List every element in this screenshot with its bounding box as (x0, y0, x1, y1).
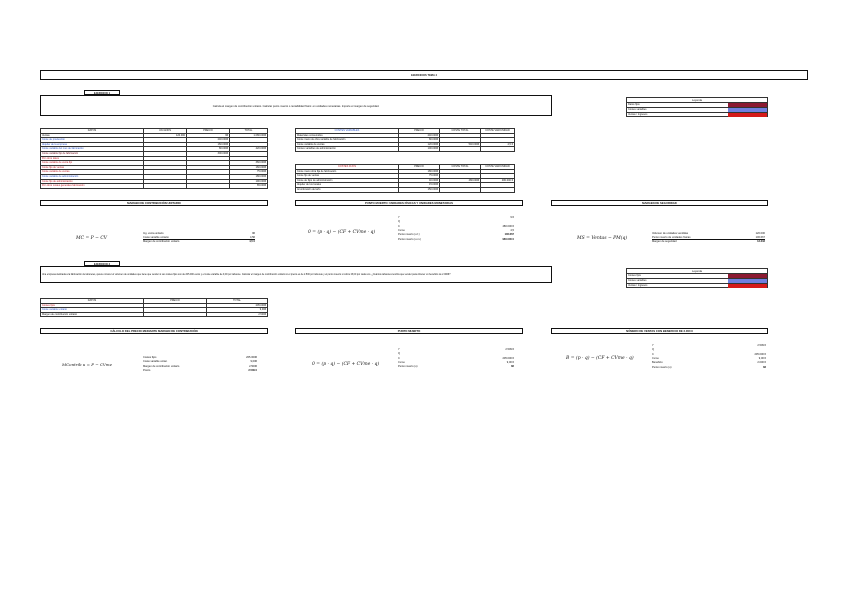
value-label: Q (652, 348, 655, 352)
table-cell: 120.000€ (399, 142, 440, 147)
value-label: Y (398, 216, 400, 219)
ms-value: 120.000 (755, 232, 765, 235)
ms-label: Punto muerto de unidades físicas (652, 236, 765, 240)
pm-formula: 0 = (p · q) − (CF + CVme · q) (308, 230, 376, 235)
legend-item: Ventas / Ingresos (628, 113, 648, 116)
section-header: MARGEN DE CONTRIBUCIÓN UNITARIO (40, 200, 268, 206)
legend-item: Ventas / Ingresos (628, 284, 648, 287)
value-amount: 480.000 € (502, 224, 514, 228)
value-amount: 205.000€ (246, 356, 257, 359)
table-cell: Por otros datos (41, 156, 144, 161)
value-amount: 205.000 € (502, 356, 514, 360)
table-row (296, 147, 515, 152)
legend-heading: Leyenda (692, 98, 702, 102)
value-label: Q (398, 352, 401, 356)
table-cell: 240.000€ (187, 138, 230, 143)
table-cell: Margen de contribución unitario (41, 312, 144, 317)
table-cell: 65.000€ (230, 184, 268, 189)
value-amount: 2.509 € (757, 344, 766, 347)
table-cell: Coste variable de administración (41, 174, 144, 179)
ej1-legend (626, 97, 768, 117)
value-label: Punto muerto (u) (652, 365, 672, 369)
table-cell: 15.000€ (399, 183, 440, 188)
value-label: Q (398, 220, 401, 224)
value-amount: 2.000 € (757, 361, 766, 365)
table-cell: 80.000€ (187, 147, 230, 152)
title-bar (40, 70, 808, 80)
table-cell: Costes variables de administración (296, 147, 399, 152)
mc-label: Margen de contribución unitario (143, 240, 180, 243)
value-label: Costes fijos (143, 356, 157, 359)
value-label: Punto muerto (u.f.) (398, 233, 420, 237)
table-cell (481, 147, 515, 152)
table-cell: 420.000€ (230, 147, 268, 152)
table-cell: 205.000€ (207, 303, 268, 308)
table-cell: 240.000€ (399, 133, 440, 138)
table-row (296, 187, 515, 192)
value-amount: 4,5 (510, 228, 514, 232)
ms-value: 106.667 (755, 236, 765, 239)
table-cell: 480.000€ (440, 178, 481, 183)
table-header: TOTAL (230, 129, 268, 134)
table-cell (481, 187, 515, 192)
value-label: Beneficio (652, 361, 663, 365)
table-cell: 120.000 (144, 133, 187, 138)
table-cell: Coste fijo de administración (41, 179, 144, 184)
table-header: COSTES FIJOS (296, 165, 399, 170)
value-amount: 83 (763, 365, 766, 369)
table-row (41, 184, 268, 189)
table-cell: 4,5 € (481, 142, 515, 147)
table-cell: 40.000€ (399, 178, 440, 183)
mc-value: 4,5€ (249, 236, 255, 239)
mc-label: Coste variable unitario (143, 236, 255, 240)
value-amount: 9,00 € (506, 360, 514, 364)
table-cell: 480.000 € (481, 178, 515, 183)
table-cell: Coste de fijos de administración (296, 178, 399, 183)
value-amount: 960.000 € (502, 237, 514, 241)
table-header: PRECIO (144, 299, 207, 304)
section-header: PUNTO MUERTO: UNIDADES FÍSICAS Y UNIDADES MONETARIAS (295, 200, 523, 206)
table-header: COSTE TOTAL (440, 165, 481, 170)
table-cell: Alquiler de los locales (296, 183, 399, 188)
ej1-statement: Calcula el margen de contribución unitario. Calcular punto muerto o rentabilidad físico: en unidades monetarias. Importe el margen de seguridad. (212, 105, 380, 108)
value-amount: 2.509 € (248, 368, 257, 372)
table-header: COSTE TOTAL (440, 129, 481, 134)
table-cell (440, 147, 481, 152)
price-formula: MContrib u = P − CVme (62, 362, 112, 367)
table-header: COSTE VAR/UNIDAD (481, 165, 515, 170)
table-cell: 9,00€ (207, 308, 268, 313)
pm2-formula: 0 = (p · q) − (CF + CVme · q) (312, 362, 380, 367)
table-cell (440, 187, 481, 192)
table-cell: Ventas (41, 133, 144, 138)
value-amount: 106.667 (504, 233, 514, 237)
table-cell (144, 184, 187, 189)
table-cell: Coste variable fijo de fabricación (41, 151, 144, 156)
value-amount: 9,00€ (250, 360, 257, 364)
value-label: Cvme (398, 360, 405, 364)
table-cell: 2.500€ (207, 312, 268, 317)
value-label: Cvme (652, 356, 659, 360)
legend-item: Datos fijos (628, 103, 640, 106)
table-cell: 160.000€ (230, 165, 268, 170)
ej2-label: EJERCICIO 2 (93, 263, 111, 266)
section-header: PUNTO MUERTO (295, 328, 523, 334)
ej2-statement: Una empresa dedicada a la fabricación de taburetes, quiere conocer el volumen de unidades que tiene que vender si sus costes fijos son de 205.000 euros y el coste variable de 9,00 por taburete. Calcular el margen de contribución unitario si el precio es de 2.500 por taburete y el punto muerto si cobra 15,00 por cada uno. ¿Cuántos taburetes tendría que vender para obtener un beneficio de 2.000€? (42, 274, 451, 276)
table-cell: Coste fijo de ventas (41, 165, 144, 170)
value-label: Punto muerto (u) (398, 365, 418, 369)
table-cell: 1.080.000€ (230, 133, 268, 138)
table-header: PRECIO (399, 129, 440, 134)
ej2-legend (626, 268, 768, 288)
value-label: C (398, 224, 400, 228)
ej1-cf-table (295, 164, 515, 193)
ej1-label: EJERCICIO 1 (93, 92, 111, 95)
ms-result: 13.333 (757, 240, 765, 243)
table-header: DATOS (41, 129, 144, 134)
table-cell: 100.000€ (399, 147, 440, 152)
ej2-data-table (40, 298, 268, 317)
table-header: PRECIO (399, 165, 440, 170)
table-cell: Coste variable de venta fijo (41, 161, 144, 166)
table-row (41, 312, 268, 317)
value-label: Y (398, 348, 400, 351)
ms-label: Volumen de unidades vendidas (652, 232, 689, 235)
table-cell: 75.000€ (399, 174, 440, 179)
value-label: Y (652, 344, 654, 347)
table-header: COSTES VARIABLES (296, 129, 399, 134)
value-amount: 9,00 € (758, 356, 766, 360)
ej2-statement-box (40, 266, 552, 283)
table-cell: 190.000€ (230, 179, 268, 184)
table-cell: Materiales consumidos (296, 133, 399, 138)
table-cell: Coste fijo de ventas (296, 174, 399, 179)
value-amount: 9 € (510, 216, 514, 219)
table-cell: 150.000€ (399, 187, 440, 192)
table-cell: Costes fijos (41, 303, 144, 308)
table-cell: 180.000€ (399, 169, 440, 174)
page-title: EJERCICIOS TEMA 4 (411, 74, 437, 77)
table-cell: 75.000€ (230, 170, 268, 175)
ej1-data-table (40, 128, 268, 189)
value-label: Punto muerto (u.m.) (398, 237, 422, 241)
value-label: Coste variable unitar. (143, 360, 168, 364)
section-header: CÁLCULO DEL PRECIO MEDIANTE MARGEN DE CONTRIBUCIÓN (40, 328, 268, 334)
table-cell: Coste variable de ventas (296, 142, 399, 147)
table-cell: Coste mano de obra variable de fabricación (296, 138, 399, 143)
value-amount: 2.500€ (249, 364, 257, 368)
ej1-cv-table (295, 128, 515, 152)
ms-label: Margen de seguridad (652, 240, 677, 243)
table-cell: 540.000€ (440, 142, 481, 147)
value-label: Cvme (398, 228, 405, 232)
legend-heading: Leyenda (692, 269, 702, 273)
value-label: C (398, 356, 400, 360)
mc-label: Ing. venta unitario (143, 232, 164, 235)
legend-item: Costes variables (628, 279, 647, 282)
table-cell (187, 184, 230, 189)
table-header: DATOS (41, 299, 144, 304)
table-header: TOTAL (207, 299, 268, 304)
table-cell (144, 312, 207, 317)
value-label: C (652, 352, 654, 356)
table-header: PRECIO (187, 129, 230, 134)
legend-item: Costes variables (628, 108, 647, 111)
table-cell: Coste variable de ventas (41, 170, 144, 175)
table-cell: 360.000€ (230, 161, 268, 166)
table-cell: 160.000€ (187, 142, 230, 147)
mc-result: 4,5 € (249, 240, 255, 243)
table-cell: Alquiler de la empresa (41, 142, 144, 147)
ms-formula: MS = Ventas − PM(q) (577, 236, 628, 241)
section-header: NÚMERO DE VENTAS CON BENEFICIO DE 2.000 € (551, 328, 768, 334)
value-amount: 205.000 € (754, 352, 766, 356)
table-header: UN./AÑOS (144, 129, 187, 134)
table-cell: 300.000€ (187, 151, 230, 156)
table-cell: Coste variable unitario (41, 308, 144, 313)
table-cell: 80.000€ (399, 138, 440, 143)
profit-formula: B = (p · q) − (CF + CVme · q) (566, 356, 634, 361)
table-cell: 9€ (187, 133, 230, 138)
table-cell: Coste variable del mes de fabricación (41, 147, 144, 152)
table-cell: Por otros costes generales fabricación (41, 184, 144, 189)
mc-value: 9€ (252, 232, 255, 235)
table-cell: Amortización del año (296, 187, 399, 192)
table-cell: Coste mano obra fija de fabricación (296, 169, 399, 174)
table-header: COSTE VAR/UNIDAD (481, 129, 515, 134)
section-header: MARGEN DE SEGURIDAD (551, 200, 768, 206)
mc-formula: MC = P − CV (76, 236, 108, 241)
table-cell: 180.000€ (230, 174, 268, 179)
legend-item: Costes fijos (628, 274, 641, 277)
value-amount: 82 (511, 365, 514, 369)
value-amount: 2.509 € (505, 348, 514, 351)
value-label: Margen de contribución unitario (143, 364, 180, 368)
table-cell: Coste de producción (41, 138, 144, 143)
ej1-statement-box (40, 95, 552, 116)
value-label: Precio (143, 368, 151, 372)
